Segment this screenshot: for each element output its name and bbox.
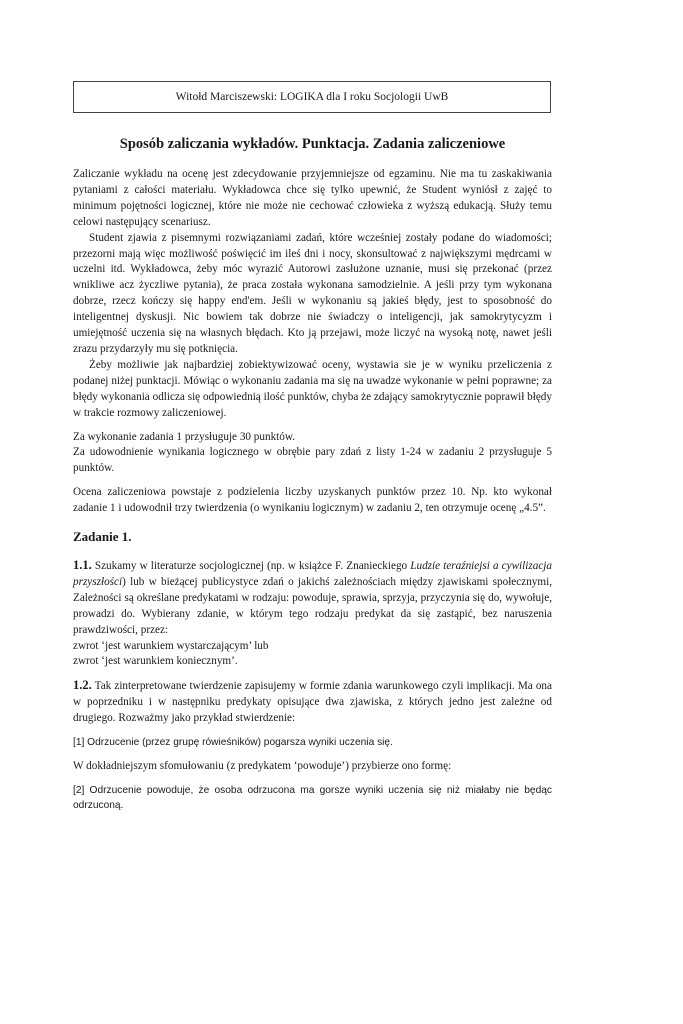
task-1-heading: Zadanie 1. — [73, 529, 132, 545]
example-1: [1] Odrzucenie (przez grupę rówieśników) pogarsza wyniki uczenia się. — [73, 737, 393, 749]
intro-paragraph-1: Zaliczanie wykładu na ocenę jest zdecydowanie przyjemniejsze od egzaminu. Nie ma tu zaskakiwania pytaniami z całości materiału. Wykładowca chce się tylko upewnić, że Student wyniósł z zajęć to minimum pojętności logicznej, które nie może nie cechować człowieka z wyższą edukacją. Służy temu celowi następujący scenariusz. — [73, 168, 552, 228]
scoring-line-2: Za udowodnienie wynikania logicznego w obrębie pary zdań z listy 1-24 w zadaniu 2 przysługuje 5 punktów. — [73, 446, 552, 475]
running-header — [73, 81, 551, 113]
section-1-1-text-a: Szukamy w literaturze socjologicznej (np. w książce F. Znanieckiego — [91, 560, 411, 573]
section-1-2 — [73, 678, 552, 727]
document-title: Sposób zaliczania wykładów. Punktacja. Zadania zaliczeniowe — [119, 136, 506, 152]
example-2: [2] Odrzucenie powoduje, że osoba odrzucona ma gorsze wyniki uczenia się niż miałaby nie będąc odrzuconą. — [73, 784, 552, 811]
intro-paragraph-2: Student zjawia z pisemnymi rozwiązaniami zadań, które wcześniej zostały podane do wiadomości; przezorni mają więc możliwość poświęcić im ileś dni i nocy, skonsultować z największymi mędrcami w uczelni itd. Wykładowca, żeby móc wyrazić Autorowi zasłużone uznanie, musi się przekonać (przez wnikliwe acz życzliwe pytania), że praca została wykonana samodzielnie. A jeśli przy tym wykonana dobrze, rzecz kończy się happy end'em. Jeśli w wykonaniu są jakieś błędy, jest to sposobność do inteligentnej dyskusji. Nic bowiem tak dobrze nie świadczy o inteligencji, jak samokrytycyzm i umiejętność uczenia się na własnych błędach. Kto ją przejawi, może liczyć na wysoką notę, nawet jeśli zrazu przydarzyły mu się potknięcia. — [73, 231, 552, 355]
section-1-2-number: 1.2. — [73, 678, 92, 693]
section-1-2-text: Tak zinterpretowane twierdzenie zapisujemy w formie zdania warunkowego czyli implikacji. Ma ona w poprzedniku i w następniku predykaty opisujące dwa zjawiska, z których jedno jest zależne od drugiego. Rozważmy jako przykład stwierdzenie: — [73, 680, 552, 725]
intro-paragraph-3: Żeby możliwie jak najbardziej zobiektywizować oceny, wystawia sie je w wyniku przeliczenia z podanej niżej punktacji. Mówiąc o wykonaniu zadania ma się na uwadze wykonanie w pełni poprawne; za błędy wykonania odlicza się odpowiednią ilość punktów, chyba że zdający samokrytycznie poprawił błędy w trakcie rozmowy zaliczeniowej. — [73, 358, 552, 419]
document-body — [73, 136, 552, 814]
section-1-1 — [73, 558, 552, 639]
section-1-1-line-1: zwrot ‘jest warunkiem wystarczającym’ lub — [73, 639, 269, 652]
bridge-sentence: W dokładniejszym sfomułowaniu (z predykatem ‘powoduje’) przybierze ono formę: — [73, 759, 452, 772]
section-1-1-number: 1.1. — [73, 558, 92, 573]
section-1-1-text-b: ) lub w bieżącej publicystyce zdań o jakichś zależnościach między zjawiskami społecznymi, Zależności są określane predykatami w rodzaju: powoduje, sprawia, sprzyja, przyczynia się do, wywołuje, prowadzi do. Wybierany zdanie, w którym tego rodzaju predykat da się zastąpić, bez naruszenia prawdziwości, przez: — [73, 575, 552, 636]
running-header-text: Witołd Marciszewski: LOGIKA dla I roku Socjologii UwB — [175, 91, 449, 103]
section-1-1-line-2: zwrot ‘jest warunkiem koniecznym’. — [73, 655, 238, 668]
scoring-line-1: Za wykonanie zadania 1 przysługuje 30 punktów. — [73, 430, 296, 443]
grade-paragraph: Ocena zaliczeniowa powstaje z podzielenia liczby uzyskanych punktów przez 10. Np. kto wykonał zadanie 1 i udowodnił trzy twierdzenia (o wynikaniu logicznym) w zadaniu 2, ten otrzymuje ocenę „4.5”. — [73, 486, 552, 515]
book-title: Ludzie teraźniejsi a cywilizacja przyszłości — [73, 560, 552, 588]
